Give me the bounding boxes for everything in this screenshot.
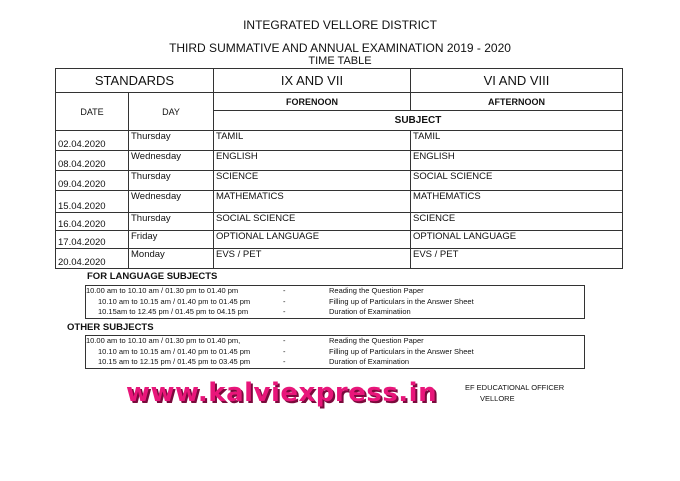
- cell-forenoon: MATHEMATICS: [214, 191, 411, 213]
- cell-date: 02.04.2020: [56, 131, 129, 151]
- table-row: [56, 249, 623, 269]
- cell-day: Thursday: [129, 171, 214, 191]
- timing-row: [86, 307, 584, 318]
- afternoon-header: AFTERNOON: [411, 93, 623, 111]
- timing-range: 10.00 am to 10.10 am / 01.30 pm to 01.40 pm,: [86, 336, 241, 345]
- standards-header: STANDARDS: [56, 69, 214, 93]
- timing-range: 10.15 am to 12.15 pm / 01.45 pm to 03.45 pm: [98, 357, 251, 366]
- cell-forenoon: SCIENCE: [214, 171, 411, 191]
- timing-row: [86, 336, 584, 347]
- cell-forenoon: ENGLISH: [214, 151, 411, 171]
- other-section-title: OTHER SUBJECTS: [67, 322, 154, 333]
- timing-description: Reading the Question Paper: [329, 336, 424, 345]
- language-section-title: FOR LANGUAGE SUBJECTS: [87, 271, 218, 282]
- timetable: [55, 68, 623, 269]
- table-row: [56, 131, 623, 151]
- cell-date: 15.04.2020: [56, 191, 129, 213]
- cell-date: 16.04.2020: [56, 213, 129, 231]
- signature-place: VELLORE: [480, 394, 515, 403]
- forenoon-header: FORENOON: [214, 93, 411, 111]
- cell-day: Thursday: [129, 131, 214, 151]
- cell-day: Wednesday: [129, 151, 214, 171]
- timing-row: [86, 357, 584, 368]
- timing-row: [86, 297, 584, 308]
- cell-afternoon: OPTIONAL LANGUAGE: [411, 231, 623, 249]
- subject-header: SUBJECT: [214, 111, 623, 131]
- group-vi-viii-header: VI AND VIII: [411, 69, 623, 93]
- exam-title: THIRD SUMMATIVE AND ANNUAL EXAMINATION 2019 - 2020: [169, 41, 511, 55]
- cell-day: Thursday: [129, 213, 214, 231]
- table-row: [56, 191, 623, 213]
- timing-range: 10.15am to 12.45 pm / 01.45 pm to 04.15 pm: [98, 307, 249, 316]
- cell-day: Monday: [129, 249, 214, 269]
- cell-forenoon: TAMIL: [214, 131, 411, 151]
- timing-description: Filling up of Particulars in the Answer Sheet: [329, 346, 474, 356]
- timing-separator: -: [283, 357, 286, 366]
- cell-day: Friday: [129, 231, 214, 249]
- timing-separator: -: [283, 336, 286, 345]
- timing-separator: -: [283, 346, 286, 356]
- day-header: DAY: [129, 93, 214, 131]
- cell-date: 09.04.2020: [56, 171, 129, 191]
- timing-range: 10.10 am to 10.15 am / 01.40 pm to 01.45 pm: [98, 296, 251, 306]
- timing-description: Duration of Examination: [329, 357, 410, 366]
- cell-date: 20.04.2020: [56, 249, 129, 269]
- timetable-title: TIME TABLE: [308, 55, 372, 67]
- cell-afternoon: EVS / PET: [411, 249, 623, 269]
- cell-forenoon: EVS / PET: [214, 249, 411, 269]
- cell-afternoon: ENGLISH: [411, 151, 623, 171]
- timing-separator: -: [283, 286, 286, 295]
- timing-separator: -: [283, 307, 286, 316]
- table-row: [56, 231, 623, 249]
- district-title: INTEGRATED VELLORE DISTRICT: [243, 18, 437, 32]
- cell-date: 08.04.2020: [56, 151, 129, 171]
- watermark-link[interactable]: www.kalviexpress.in: [126, 378, 438, 408]
- timing-row: [86, 347, 584, 358]
- table-row: [56, 151, 623, 171]
- timing-row: [86, 286, 584, 297]
- cell-date: 17.04.2020: [56, 231, 129, 249]
- timing-description: Reading the Question Paper: [329, 286, 424, 295]
- group-ix-vii-header: IX AND VII: [214, 69, 411, 93]
- timing-description: Filling up of Particulars in the Answer Sheet: [329, 296, 474, 306]
- cell-afternoon: MATHEMATICS: [411, 191, 623, 213]
- cell-day: Wednesday: [129, 191, 214, 213]
- timing-separator: -: [283, 296, 286, 306]
- date-header: DATE: [56, 93, 129, 131]
- language-timings: [85, 285, 585, 319]
- timing-range: 10.10 am to 10.15 am / 01.40 pm to 01.45 pm: [98, 346, 251, 356]
- table-row: [56, 213, 623, 231]
- cell-afternoon: SOCIAL SCIENCE: [411, 171, 623, 191]
- cell-afternoon: TAMIL: [411, 131, 623, 151]
- cell-afternoon: SCIENCE: [411, 213, 623, 231]
- table-row: [56, 171, 623, 191]
- cell-forenoon: OPTIONAL LANGUAGE: [214, 231, 411, 249]
- signature-title: EF EDUCATIONAL OFFICER: [465, 383, 565, 392]
- timing-range: 10.00 am to 10.10 am / 01.30 pm to 01.40 pm: [86, 286, 239, 295]
- other-timings: [85, 335, 585, 369]
- timing-description: Duration of Examinatiion: [329, 307, 411, 316]
- cell-forenoon: SOCIAL SCIENCE: [214, 213, 411, 231]
